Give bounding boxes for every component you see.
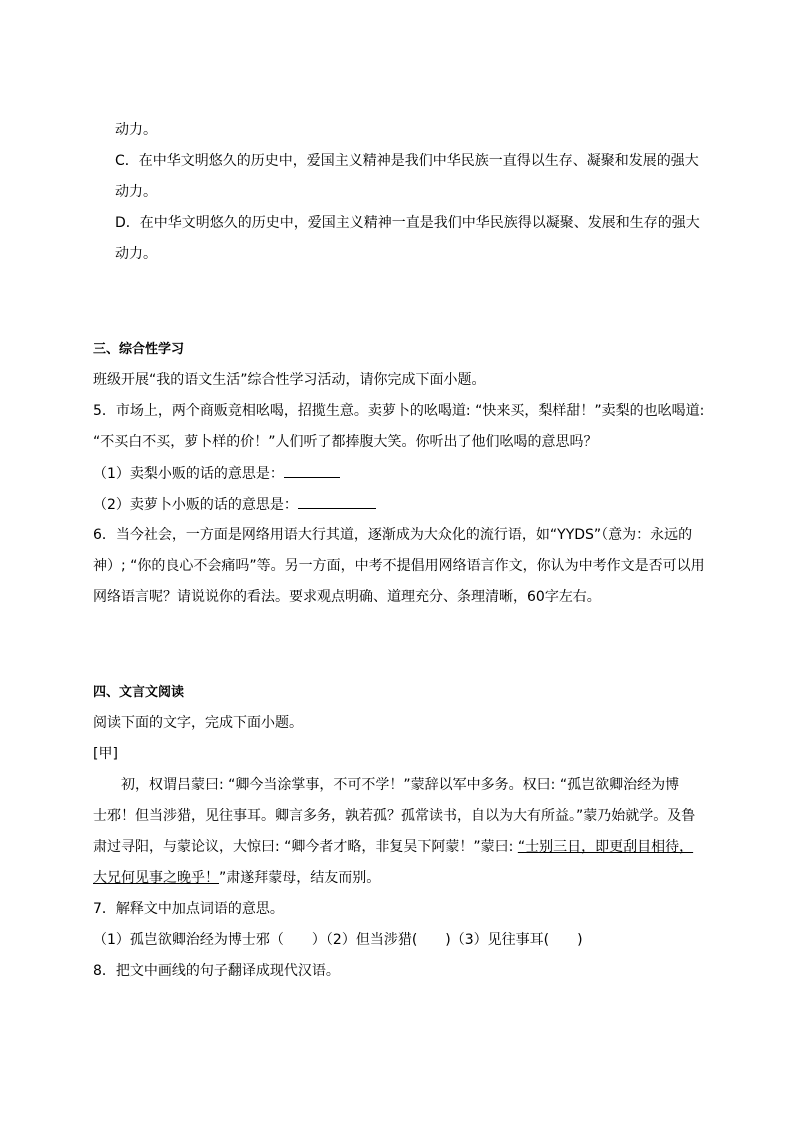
question-6-line-2: 神）; “你的良心不会痛吗”等。另一方面，中考不提倡用网络语言作文，你认为中考作文是否可以用 bbox=[93, 558, 705, 574]
question-5-sub-1-text: （1）卖梨小贩的话的意思是： bbox=[93, 466, 284, 482]
question-7: 7．解释文中加点词语的意思。 bbox=[93, 901, 284, 917]
question-5-line-2: “不买白不买，萝卜样的价！”人们听了都捧腹大笑。你听出了他们吆喝的意思吗？ bbox=[93, 434, 598, 450]
passage-line-3 bbox=[93, 837, 693, 857]
passage-line-3-text: 肃过寻阳，与蒙论议，大惊曰: “卿今者才略，非复吴下阿蒙！”蒙曰: bbox=[93, 839, 518, 855]
option-c-line-1: C．在中华文明悠久的历史中，爱国主义精神是我们中华民族一直得以生存、凝聚和发展的强大 bbox=[115, 153, 699, 169]
question-5-sub-2 bbox=[93, 494, 376, 515]
section-4-intro: 阅读下面的文字，完成下面小题。 bbox=[93, 715, 303, 731]
question-5-sub-2-text: （2）卖萝卜小贩的话的意思是： bbox=[93, 497, 298, 513]
option-d-line-1: D．在中华文明悠久的历史中，爱国主义精神一直是我们中华民族得以凝聚、发展和生存的强大 bbox=[115, 215, 700, 231]
question-6-line-1: 6．当今社会，一方面是网络用语大行其道，逐渐成为大众化的流行语，如“YYDS”（意为：永远的 bbox=[93, 527, 693, 543]
section-4-heading: 四、文言文阅读 bbox=[93, 685, 185, 700]
underlined-sentence-part-1: “士别三日，即更刮目相待， bbox=[517, 839, 694, 855]
answer-blank-2[interactable] bbox=[298, 494, 376, 509]
question-6-line-3: 网络语言呢？请说说你的看法。要求观点明确、道理充分、条理清晰，60字左右。 bbox=[93, 589, 601, 605]
passage-label: [甲] bbox=[93, 746, 118, 762]
question-7-sub: （1）孤岂欲卿治经为博士邪（ ）（2）但当涉猎( )（3）见往事耳( ) bbox=[93, 932, 583, 948]
passage-line-2: 士邪！但当涉猎，见往事耳。卿言多务，孰若孤？孤常读书，自以为大有所益。”蒙乃始就学。及鲁 bbox=[93, 808, 696, 824]
option-c-line-2: 动力。 bbox=[115, 184, 157, 200]
question-8: 8．把文中画线的句子翻译成现代汉语。 bbox=[93, 963, 340, 979]
question-5-sub-1 bbox=[93, 463, 340, 484]
option-b-continuation: 动力。 bbox=[115, 122, 157, 138]
question-5-line-1: 5．市场上，两个商贩竞相吆喝，招揽生意。卖萝卜的吆喝道: “快来买，梨样甜！”卖梨的也吆喝道: bbox=[93, 403, 705, 419]
passage-line-1: 初，权谓吕蒙曰: “卿今当涂掌事，不可不学！”蒙辞以军中多务。权曰: “孤岂欲卿治经为博 bbox=[121, 777, 680, 793]
section-3-intro: 班级开展“我的语文生活”综合性学习活动，请你完成下面小题。 bbox=[93, 372, 486, 388]
answer-blank-1[interactable] bbox=[284, 463, 340, 478]
section-3-heading: 三、综合性学习 bbox=[93, 342, 185, 357]
passage-line-4-text: ”肃遂拜蒙母，结友而别。 bbox=[219, 870, 381, 886]
passage-line-4 bbox=[93, 868, 380, 888]
option-d-line-2: 动力。 bbox=[115, 246, 157, 262]
underlined-sentence-part-2: 大兄何见事之晚乎！ bbox=[93, 870, 219, 886]
